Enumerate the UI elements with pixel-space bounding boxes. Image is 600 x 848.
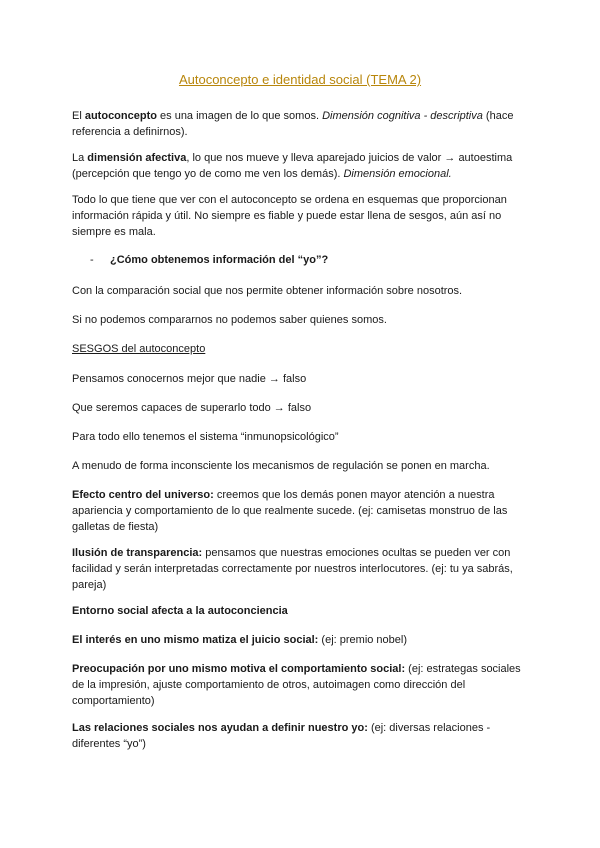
- paragraph-interes: [72, 632, 528, 648]
- paragraph-superarlo: Que seremos capaces de superarlo todo → falso: [72, 402, 312, 414]
- paragraph-dimension-afectiva: [72, 150, 528, 182]
- bullet-marker: -: [90, 254, 94, 266]
- paragraph-inconsciente: A menudo de forma inconsciente los mecanismos de regulación se ponen en marcha.: [72, 460, 490, 472]
- italic-term: Dimensión emocional.: [343, 168, 452, 180]
- text: (ej: estrategas sociales de la impresión, ajuste comportamiento de otros, autoimagen como dirección del comportamiento): [72, 663, 521, 707]
- text: La: [72, 152, 88, 164]
- text: , lo que nos mueve y lleva aparejado juicios de valor → autoestima (percepción que tengo yo de como me ven los demás).: [72, 152, 513, 180]
- italic-term: Dimensión cognitiva - descriptiva: [322, 110, 483, 122]
- text: es una imagen de lo que somos.: [156, 110, 323, 122]
- bold-term: Efecto centro del universo:: [72, 489, 214, 501]
- text: El: [72, 110, 85, 122]
- bold-term: autoconcepto: [84, 110, 157, 122]
- bold-term: Las relaciones sociales nos ayudan a definir nuestro yo:: [72, 722, 368, 734]
- paragraph-entorno-social: Entorno social afecta a la autoconciencia: [72, 605, 288, 617]
- paragraph-comparar: Si no podemos compararnos no podemos saber quienes somos.: [72, 314, 387, 326]
- paragraph-conocernos: Pensamos conocernos mejor que nadie → falso: [72, 373, 307, 385]
- paragraph-comparacion: Con la comparación social que nos permite obtener información sobre nosotros.: [72, 285, 463, 297]
- text: (hace referencia a definirnos).: [72, 110, 514, 138]
- text: (ej: diversas relaciones - diferentes “yo”): [72, 722, 491, 750]
- text: creemos que los demás ponen mayor atención a nuestra apariencia y comportamiento de lo que realmente sucede. (ej: camisetas monstruo de las galletas de fiesta): [72, 489, 508, 533]
- paragraph-preocupacion: [72, 661, 528, 709]
- paragraph-inmunopsicologico: Para todo ello tenemos el sistema “inmunopsicológico”: [72, 431, 339, 443]
- text: (ej: premio nobel): [318, 634, 408, 646]
- bold-term: Ilusión de transparencia:: [72, 547, 203, 559]
- bold-term: dimensión afectiva: [87, 152, 187, 164]
- paragraph-ilusion-transparencia: [72, 545, 528, 593]
- bullet-question: ¿Cómo obtenemos información del “yo”?: [110, 254, 329, 266]
- paragraph-efecto-centro: [72, 487, 528, 535]
- bold-term: El interés en uno mismo matiza el juicio social:: [72, 634, 319, 646]
- document-title: Autoconcepto e identidad social (TEMA 2): [178, 72, 422, 87]
- paragraph-autoconcepto: [72, 108, 528, 140]
- text: pensamos que nuestras emociones ocultas se pueden ver con facilidad y serán interpretadas correctamente por nuestros interlocutores. (ej: tu ya sabrás, pareja): [72, 547, 513, 591]
- paragraph-esquemas: Todo lo que tiene que ver con el autoconcepto se ordena en esquemas que proporcionan información rápida y útil. No siempre es fiable y puede estar llena de sesgos, aún así no siempre es mala.: [72, 194, 507, 238]
- sesgos-heading: SESGOS del autoconcepto: [72, 343, 206, 355]
- bold-term: Preocupación por uno mismo motiva el comportamiento social:: [72, 663, 406, 675]
- paragraph-relaciones-sociales: [72, 720, 528, 752]
